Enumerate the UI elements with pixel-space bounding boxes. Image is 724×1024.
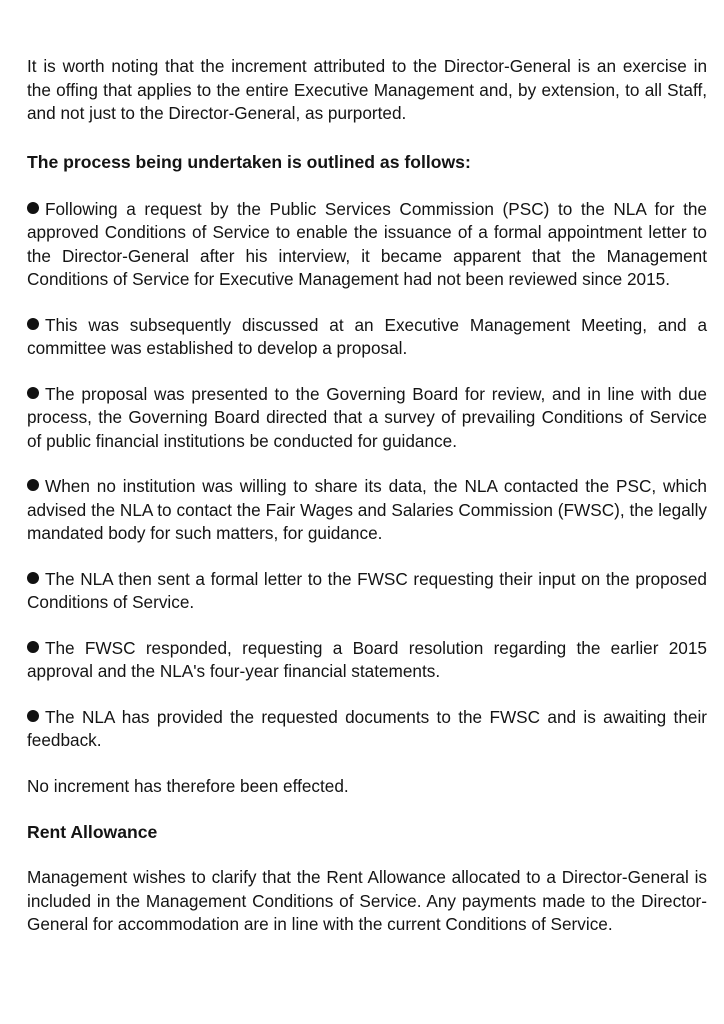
intro-paragraph: It is worth noting that the increment attributed to the Director-General is an exercise in the offing that applies to the entire Executive Management and, by extension, to all Staff, and not just to the Director-General, as purported. <box>27 56 707 123</box>
conclusion-paragraph: No increment has therefore been effected. <box>27 775 349 796</box>
rent-allowance-heading: Rent Allowance <box>27 822 158 842</box>
process-step-6: The FWSC responded, requesting a Board resolution regarding the earlier 2015 approval and the NLA's four-year financial statements. <box>27 637 707 681</box>
document-page <box>27 55 707 937</box>
process-step-7: The NLA has provided the requested documents to the FWSC and is awaiting their feedback. <box>27 706 707 750</box>
bullet-icon <box>27 387 39 399</box>
process-step-3: The proposal was presented to the Governing Board for review, and in line with due process, the Governing Board directed that a survey of prevailing Conditions of Service of public financial institutions be conducted for guidance. <box>27 383 707 451</box>
bullet-icon <box>27 202 39 214</box>
process-step-2: This was subsequently discussed at an Executive Management Meeting, and a committee was established to develop a proposal. <box>27 314 707 358</box>
bullet-icon <box>27 318 39 330</box>
process-step-5: The NLA then sent a formal letter to the FWSC requesting their input on the proposed Conditions of Service. <box>27 568 707 612</box>
bullet-icon <box>27 572 39 584</box>
bullet-icon <box>27 479 39 491</box>
bullet-icon <box>27 710 39 722</box>
rent-allowance-paragraph: Management wishes to clarify that the Rent Allowance allocated to a Director-General is included in the Management Conditions of Service. Any payments made to the Director-General for accommodation are in line with the current Conditions of Service. <box>27 867 707 934</box>
process-step-4: When no institution was willing to share its data, the NLA contacted the PSC, which advised the NLA to contact the Fair Wages and Salaries Commission (FWSC), the legally mandated body for such matters, for guidance. <box>27 476 707 543</box>
bullet-icon <box>27 641 39 653</box>
process-heading: The process being undertaken is outlined as follows: <box>27 151 471 172</box>
process-step-1: Following a request by the Public Services Commission (PSC) to the NLA for the approved Conditions of Service to enable the issuance of a formal appointment letter to the Director-General after his interview, it became apparent that the Management Conditions of Service for Executive Management had not been reviewed since 2015. <box>27 198 707 289</box>
